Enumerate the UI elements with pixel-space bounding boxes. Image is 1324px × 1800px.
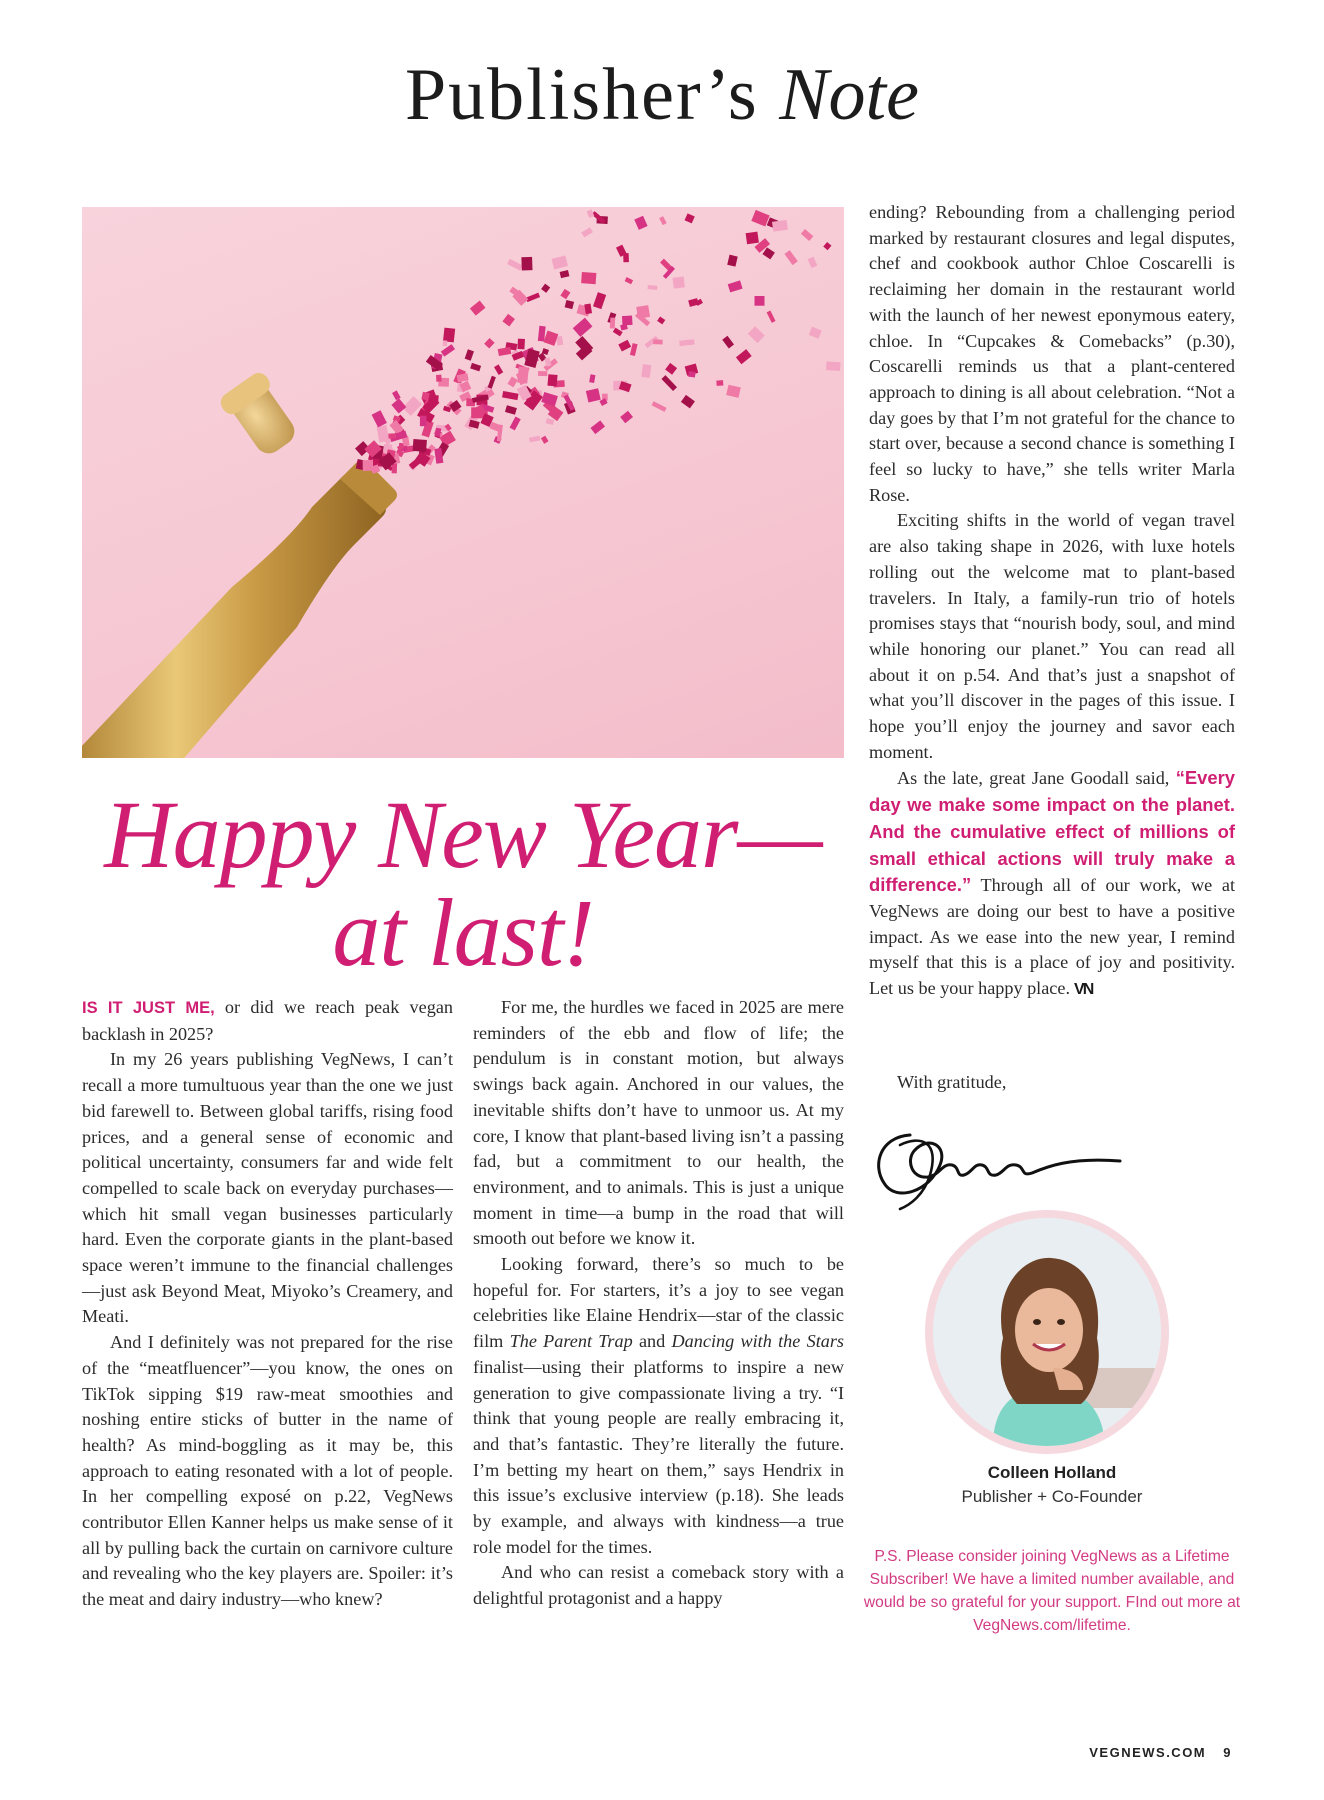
confetti-piece xyxy=(510,416,521,430)
paragraph: IS IT JUST ME, or did we reach peak vegan backlash in 2025? xyxy=(82,997,453,1044)
confetti-piece xyxy=(392,390,401,400)
confetti-piece xyxy=(560,270,570,278)
confetti-piece xyxy=(498,347,512,356)
confetti-piece xyxy=(659,216,667,225)
show-title: Dancing with the Stars xyxy=(671,1331,845,1352)
confetti-piece xyxy=(728,280,743,292)
confetti-piece xyxy=(755,296,765,306)
confetti-piece xyxy=(620,411,633,424)
confetti-piece xyxy=(388,433,396,438)
confetti-piece xyxy=(625,277,633,284)
confetti-piece xyxy=(688,371,695,377)
article-column-1 xyxy=(82,995,453,1613)
confetti-piece xyxy=(653,339,663,344)
confetti-piece xyxy=(517,366,529,383)
champagne-photo xyxy=(82,207,844,758)
confetti-piece xyxy=(661,375,677,391)
confetti-piece xyxy=(772,220,788,232)
confetti-piece xyxy=(727,255,738,267)
confetti-piece xyxy=(648,285,658,290)
champagne-illustration xyxy=(82,207,844,758)
confetti-piece xyxy=(573,318,593,337)
headline-line-1: Happy New Year— xyxy=(104,781,822,888)
confetti-piece xyxy=(541,284,550,293)
confetti-piece xyxy=(526,293,540,302)
paragraph: In my 26 years publishing VegNews, I can’t recall a more tumultuous year than the one we just bid farewell to. Between global tariffs, rising food prices, and a general sense of economic and political uncertainty, consumers far and wide felt compelled to scale back on everyday purchases—which hit small vegan businesses particularly hard. Even the corporate giants in the plant-based space weren’t immune to the financial challenges—just ask Beyond Meat, Miyoko’s Creamery, and Meati. xyxy=(82,1049,453,1327)
paragraph: Looking forward, there’s so much to be hopeful for. For starters, it’s a joy to see vegan celebrities like Elaine Hendrix—star of the classic film The Parent Trap and Dancing with the Stars finalist—using their platforms to inspire a new generation to give compassionate living a try. “I think that young people are really embracing it, and that’s fantastic. They’re literally the future. I’m betting my heart on them,” says Hendrix in this issue’s exclusive interview (p.18). She leads by example, and always with kindness—a true role model for the times. xyxy=(473,1254,845,1557)
confetti-piece xyxy=(547,374,557,386)
confetti-piece xyxy=(622,316,633,326)
confetti-piece xyxy=(443,340,448,346)
confetti-piece xyxy=(420,416,427,427)
confetti-piece xyxy=(685,213,695,223)
confetti-piece xyxy=(809,327,822,339)
film-title: The Parent Trap xyxy=(509,1331,633,1352)
confetti-piece xyxy=(587,209,595,218)
confetti-piece xyxy=(544,357,551,366)
confetti-piece xyxy=(552,255,568,269)
page-footer xyxy=(1089,1745,1232,1760)
publisher-name: Colleen Holland xyxy=(987,1463,1117,1482)
confetti-piece xyxy=(560,289,570,299)
paragraph: For me, the hurdles we faced in 2025 are mere reminders of the ebb and flow of life; the pendulum is in constant motion, but always swings back again. Anchored in our values, the inevitable shifts don’t have to unmoor us. At my core, I know that plant-based living isn’t a passing fad, but a commitment to our health, the environment, and to animals. This is just a unique moment in time—a bump in the road that will smooth out before we know it. xyxy=(473,997,844,1249)
confetti-piece xyxy=(581,272,596,284)
paragraph: As the late, great Jane Goodall said, “Every day we make some impact on the planet. And the cumulative effect of millions of small ethical actions will truly make a difference.” Through all of our work, we at VegNews are doing our best to have a positive impact. As we ease into the new year, I remind myself that this is a place of joy and positivity. Let us be your happy place. VN xyxy=(869,767,1235,999)
confetti-piece xyxy=(679,339,694,346)
confetti-piece xyxy=(470,301,486,316)
confetti-piece xyxy=(634,216,647,230)
confetti-piece xyxy=(521,257,532,271)
publisher-title: Publisher + Co-Founder xyxy=(961,1487,1143,1506)
confetti-piece xyxy=(589,374,595,383)
confetti-piece xyxy=(652,401,667,412)
confetti-piece xyxy=(636,305,650,319)
confetti-piece xyxy=(590,420,605,434)
confetti-piece xyxy=(823,242,831,250)
footer-site: VEGNEWS.COM xyxy=(1089,1745,1207,1760)
confetti-piece xyxy=(618,340,631,352)
ps-note: P.S. Please consider joining VegNews as a Lifetime Subscriber! We have a limited number available, and would be so grateful for your support. FInd out more at VegNews.com/lifetime. xyxy=(863,1548,1241,1634)
cork-shape xyxy=(217,369,305,462)
publisher-portrait xyxy=(925,1210,1169,1454)
confetti-piece xyxy=(517,339,525,350)
goodall-quote: “Every day we make some impact on the planet. And the cumulative effect of millions of small ethical actions will truly make a difference.” xyxy=(869,767,1235,896)
confetti-piece xyxy=(641,364,651,378)
confetti-piece xyxy=(541,436,549,444)
confetti-piece xyxy=(672,277,684,289)
confetti-piece xyxy=(413,439,427,452)
confetti-piece xyxy=(593,292,606,309)
confetti-piece xyxy=(529,436,540,442)
confetti-piece xyxy=(484,338,494,348)
confetti-piece xyxy=(748,326,765,343)
confetti-piece xyxy=(657,316,665,324)
confetti-piece xyxy=(610,317,615,328)
signature-image xyxy=(870,1105,1130,1215)
confetti-piece xyxy=(826,362,840,371)
confetti-piece xyxy=(494,364,503,375)
confetti-piece xyxy=(801,229,814,241)
confetti-piece xyxy=(502,391,518,400)
bottle-shape xyxy=(82,460,397,758)
article-column-2 xyxy=(473,995,844,1612)
page-title xyxy=(0,54,1324,136)
title-italic: Note xyxy=(779,54,919,136)
confetti-piece xyxy=(716,380,723,386)
confetti-piece xyxy=(736,349,752,364)
confetti-piece xyxy=(502,314,515,327)
confetti-piece xyxy=(544,330,559,345)
confetti-piece xyxy=(565,300,574,309)
confetti-piece xyxy=(507,376,517,387)
confetti-piece xyxy=(762,247,774,259)
closing: With gratitude, xyxy=(897,1072,1007,1092)
title-roman: Publisher’s xyxy=(405,54,759,136)
confetti-piece xyxy=(630,343,638,356)
confetti-piece xyxy=(586,388,601,402)
confetti-piece xyxy=(784,250,797,265)
confetti-piece xyxy=(726,385,741,398)
portrait-image xyxy=(933,1218,1161,1446)
article-column-3 xyxy=(869,200,1235,1003)
confetti-piece xyxy=(538,326,546,342)
paragraph: And I definitely was not prepared for the rise of the “meatfluencer”—you know, the ones on TikTok sipping $19 raw-meat smoothies and noshing entire sticks of butter in the name of health? As mind-boggling as it may be, this approach to eating resonated with a lot of people. In her compelling exposé on p.22, VegNews contributor Ellen Kanner helps us make sense of it all by pulling back the curtain on carnivore culture and revealing who the key players are. Spoiler: it’s the meat and dairy industry—who knew? xyxy=(82,1332,453,1610)
paragraph: And who can resist a comeback story with a delightful protagonist and a happy xyxy=(473,1562,844,1609)
confetti-piece xyxy=(488,376,496,389)
confetti-piece xyxy=(372,410,387,427)
confetti-piece xyxy=(665,363,677,375)
confetti-piece xyxy=(436,375,442,382)
confetti-piece xyxy=(505,405,517,415)
paragraph: Exciting shifts in the world of vegan travel are also taking shape in 2026, with luxe hotels rolling out the welcome mat to plant-based travelers. In Italy, a family-run trio of hotels promises stays that “nourish body, soul, and mind while honoring our planet.” You can read all about it on p.54. And that’s just a snapshot of what you’ll discover in the pages of this issue. I hope you’ll enjoy the journey and savor each moment. xyxy=(869,510,1235,762)
confetti-piece xyxy=(746,232,759,245)
confetti-piece xyxy=(722,336,734,349)
confetti-piece xyxy=(767,310,776,322)
lead-in: IS IT JUST ME, xyxy=(82,999,215,1017)
confetti-piece xyxy=(681,395,695,408)
paragraph: ending? Rebounding from a challenging period marked by restaurant closures and legal disputes, chef and cookbook author Chloe Coscarelli is reclaiming her domain in the restaurant world with the launch of her newest eponymous eatery, chloe. In “Cupcakes & Comebacks” (p.30), Coscarelli reminds us that a plant-centered approach to dining is all about celebration. “Not a day goes by that I’m not grateful for the chance to start over, because a second chance is something I feel so lucky to have,” she tells writer Marla Rose. xyxy=(869,202,1235,505)
confetti-piece xyxy=(538,371,547,376)
confetti-piece xyxy=(441,344,455,357)
confetti-piece xyxy=(808,257,818,269)
confetti-piece xyxy=(470,363,481,371)
vegnews-end-mark-icon: VN xyxy=(1074,981,1093,999)
confetti-piece xyxy=(507,259,523,271)
headline-line-2: at last! xyxy=(332,879,594,986)
confetti-piece xyxy=(465,349,474,361)
headline xyxy=(82,781,844,986)
confetti-piece xyxy=(556,336,563,346)
confetti-piece xyxy=(751,210,769,227)
page-number: 9 xyxy=(1223,1745,1232,1760)
confetti-piece xyxy=(546,418,555,425)
confetti-piece xyxy=(391,398,406,413)
confetti-piece xyxy=(541,392,558,406)
confetti-piece xyxy=(443,328,455,343)
confetti-piece xyxy=(581,227,593,237)
confetti-piece xyxy=(623,253,629,262)
